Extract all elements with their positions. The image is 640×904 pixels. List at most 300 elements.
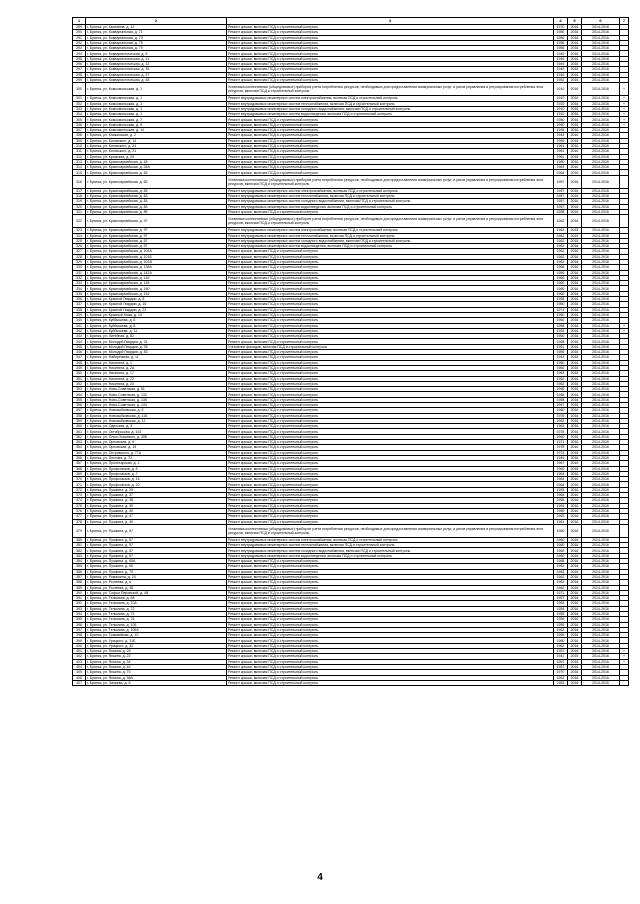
cell-year-built: 1952: [554, 675, 568, 680]
cell-year-built: 1949: [554, 455, 568, 460]
cell-year-built: 1954: [554, 503, 568, 508]
cell-work-type: Ремонт крыши, включая ПСД и строительный контроль: [227, 564, 554, 569]
cell-row-number: 339: [73, 312, 86, 317]
cell-period: 2014-2016: [582, 606, 620, 611]
cell-address: г. Брянск, ул. Пушкина, д. 57: [86, 548, 227, 553]
cell-year-built: 1962: [554, 643, 568, 648]
cell-work-type: Ремонт крыши, включая ПСД и строительный контроль: [227, 601, 554, 606]
cell-period: 2014-2016: [582, 553, 620, 558]
cell-year-built: 1962: [554, 580, 568, 585]
cell-year-planned: 2016: [568, 559, 582, 564]
cell-row-number: 383: [73, 553, 86, 558]
cell-year-built: 1964: [554, 493, 568, 498]
cell-year-built: 1962: [554, 574, 568, 579]
cell-year-built: 1962: [554, 244, 568, 249]
cell-period: 2014-2016: [582, 307, 620, 312]
cell-year-planned: 2016: [568, 670, 582, 675]
cell-address: г. Брянск, ул. Рылеева, д. 6: [86, 580, 227, 585]
cell-period: 2014-2016: [582, 215, 620, 228]
cell-work-type: Ремонт крыши, включая ПСД и строительный контроль: [227, 62, 554, 67]
cell-address: г. Брянск, ул. Красноармейская, д. 101А: [86, 249, 227, 254]
cell-row-number: 396: [73, 622, 86, 627]
cell-address: г. Брянск, ул. Профсоюзов, д. 7: [86, 471, 227, 476]
cell-year-built: 1962: [554, 585, 568, 590]
cell-work-type: Ремонт внутридомовых инженерных систем электроснабжения, включая ПСД и строительный контроль: [227, 228, 554, 233]
cell-year-built: 1970: [554, 670, 568, 675]
cell-address: г. Брянск, ул. Красноармейская, д. 83: [86, 204, 227, 209]
cell-period: 2014-2016: [582, 493, 620, 498]
cell-period: 2014-2016: [582, 601, 620, 606]
cell-year-built: 1962: [554, 238, 568, 243]
cell-row-number: 381: [73, 543, 86, 548]
cell-row-number: 369: [73, 471, 86, 476]
cell-period: 2014-2016: [582, 35, 620, 40]
cell-work-type: Ремонт внутридомовых инженерных систем водоотведения, включая ПСД и строительный контроль: [227, 553, 554, 558]
cell-year-built: 1962: [554, 228, 568, 233]
cell-year-built: 1958: [554, 323, 568, 328]
cell-row-number: 390: [73, 590, 86, 595]
cell-period: 2014-2016: [582, 249, 620, 254]
cell-year-built: 1960: [554, 291, 568, 296]
cell-year-planned: 2016: [568, 569, 582, 574]
cell-work-type: Ремонт крыши, включая ПСД и строительный контроль: [227, 249, 554, 254]
cell-work-type: Ремонт крыши, включая ПСД и строительный контроль: [227, 138, 554, 143]
table-row: [73, 215, 629, 228]
cell-address: г. Брянск, ул. Молодой Гвардии, д. 35: [86, 344, 227, 349]
cell-work-type: Ремонт внутридомовых инженерных систем водоотведения, включая ПСД и строительный контроль: [227, 244, 554, 249]
cell-address: г. Брянск, ул. Коммунистическая, д. 35: [86, 67, 227, 72]
cell-period: 2014-2016: [582, 360, 620, 365]
cell-work-type: Ремонт крыши, включая ПСД и строительный контроль: [227, 360, 554, 365]
cell-address: г. Брянск, ул. Красноармейская, д. 97: [86, 233, 227, 238]
cell-row-number: 343: [73, 334, 86, 339]
cell-work-type: Ремонт внутридомовых инженерных систем холодного водоснабжения, включая ПСД и строительный контроль: [227, 548, 554, 553]
cell-year-planned: 2016: [568, 466, 582, 471]
cell-year-planned: 2016: [568, 154, 582, 159]
cell-period: 2014-2016: [582, 154, 620, 159]
cell-work-type: Ремонт крыши, включая ПСД и строительный контроль: [227, 471, 554, 476]
cell-year-built: 1962: [554, 381, 568, 386]
cell-year-planned: 2016: [568, 143, 582, 148]
cell-address: г. Брянск, ул. Никитина, д. 17: [86, 371, 227, 376]
cell-work-type: Ремонт крыши, включая ПСД и строительный контроль: [227, 67, 554, 72]
cell-work-type: Ремонт крыши, включая ПСД и строительный контроль: [227, 270, 554, 275]
cell-year-planned: 2016: [568, 25, 582, 30]
table-row: [73, 680, 629, 685]
cell-period: 2014-2016: [582, 643, 620, 648]
cell-period: 2014-2016: [582, 649, 620, 654]
cell-work-type: Ремонт крыши, включая ПСД и строительный контроль: [227, 387, 554, 392]
cell-row-number: 298: [73, 72, 86, 77]
cell-period: 2014-2016: [582, 519, 620, 524]
cell-address: г. Брянск, ул. Коммунистическая, д. 9: [86, 51, 227, 56]
cell-year-planned: 2016: [568, 580, 582, 585]
cell-row-number: 407: [73, 680, 86, 685]
cell-year-planned: 2016: [568, 397, 582, 402]
cell-row-number: 306: [73, 122, 86, 127]
cell-address: г. Брянск, ул. Красноармейская, д. 146: [86, 275, 227, 280]
cell-year-planned: 2016: [568, 275, 582, 280]
cell-period: 2014-2016: [582, 585, 620, 590]
cell-period: 2014-2016: [582, 297, 620, 302]
cell-period: 2014-2016: [582, 371, 620, 376]
cell-year-built: 1960: [554, 638, 568, 643]
cell-work-type: Ремонт крыши, включая ПСД и строительный контроль: [227, 323, 554, 328]
cell-row-number: 352: [73, 381, 86, 386]
cell-address: г. Брянск, ул. Никитина, д. 1: [86, 360, 227, 365]
cell-year-planned: 2016: [568, 503, 582, 508]
cell-year-planned: 2016: [568, 659, 582, 664]
cell-year-planned: 2016: [568, 537, 582, 542]
cell-row-number: 289: [73, 25, 86, 30]
cell-year-planned: 2016: [568, 627, 582, 632]
cell-work-type: Ремонт крыши, включая ПСД и строительный контроль: [227, 477, 554, 482]
cell-address: г. Брянск, ул. Октябрьская, д. 103: [86, 429, 227, 434]
cell-row-number: 351: [73, 376, 86, 381]
cell-address: г. Брянск, ул. Пушкина, д. 66: [86, 564, 227, 569]
cell-year-built: 1910: [554, 112, 568, 117]
cell-year-planned: 2016: [568, 334, 582, 339]
cell-address: г. Брянск, ул. Тельмана, д. 109: [86, 622, 227, 627]
cell-period: 2014-2016: [582, 680, 620, 685]
cell-year-built: 1963: [554, 601, 568, 606]
cell-period: 2014-2016: [582, 596, 620, 601]
cell-work-type: Ремонт крыши, включая ПСД и строительный контроль: [227, 445, 554, 450]
cell-year-planned: 2016: [568, 514, 582, 519]
cell-address: г. Брянск, ул. Красноармейская, д. 142А: [86, 270, 227, 275]
cell-flag: +: [620, 96, 629, 101]
cell-row-number: 349: [73, 365, 86, 370]
cell-row-number: 371: [73, 482, 86, 487]
cell-row-number: 393: [73, 606, 86, 611]
cell-period: 2014-2016: [582, 30, 620, 35]
cell-work-type: Ремонт крыши, включая ПСД и строительный контроль: [227, 35, 554, 40]
cell-year-planned: 2016: [568, 270, 582, 275]
cell-address: г. Брянск, ул. Комсомольская, д. 7: [86, 117, 227, 122]
cell-period: 2014-2016: [582, 138, 620, 143]
cell-flag: +: [620, 117, 629, 122]
cell-row-number: 313: [73, 159, 86, 164]
cell-work-type: Ремонт внутридомовых инженерных систем электроснабжения, включая ПСД и строительный контроль: [227, 188, 554, 193]
cell-period: 2014-2016: [582, 244, 620, 249]
cell-row-number: 400: [73, 643, 86, 648]
cell-year-planned: 2016: [568, 302, 582, 307]
cell-address: г. Брянск, ул. Молодой Гвардии, д. 31: [86, 339, 227, 344]
cell-flag: +: [620, 659, 629, 664]
cell-address: г. Брянск, ул. Урицкого, д. 32: [86, 643, 227, 648]
cell-row-number: 391: [73, 596, 86, 601]
cell-address: г. Брянск, ул. Островского, д. 77А: [86, 450, 227, 455]
cell-year-planned: 2016: [568, 101, 582, 106]
cell-year-built: 1960: [554, 302, 568, 307]
cell-work-type: Установка коллективных (общедомовых) приборов учета потребления ресурсов, необходимых для предоставления коммунальных услуг, и узлов управления и регулирования потребления этих ресурсов, включая ПСД и строительный контроль: [227, 215, 554, 228]
cell-flag: [620, 680, 629, 685]
cell-year-planned: 2016: [568, 638, 582, 643]
cell-row-number: 331: [73, 270, 86, 275]
cell-year-planned: 2015: [568, 238, 582, 243]
cell-year-built: 1960: [554, 286, 568, 291]
cell-address: г. Брянск, ул. Никитина, д. 2А: [86, 365, 227, 370]
cell-address: г. Брянск, ул. Пушкина, д. 37: [86, 493, 227, 498]
cell-address: г. Брянск, ул. Красной Гвардии, д. 22: [86, 307, 227, 312]
cell-period: 2014-2016: [582, 149, 620, 154]
cell-row-number: 337: [73, 302, 86, 307]
cell-work-type: Ремонт крыши, включая ПСД и строительный контроль: [227, 371, 554, 376]
cell-work-type: Ремонт крыши, включая ПСД и строительный контроль: [227, 434, 554, 439]
cell-year-planned: 2015: [568, 228, 582, 233]
cell-work-type: Ремонт внутридомовых инженерных систем теплоснабжения, включая ПСД и строительный контроль: [227, 543, 554, 548]
cell-row-number: 299: [73, 77, 86, 82]
cell-period: 2014-2016: [582, 508, 620, 513]
cell-address: г. Брянск, ул. Фокина, д. 70: [86, 670, 227, 675]
cell-year-planned: 2016: [568, 649, 582, 654]
cell-period: 2014-2016: [582, 281, 620, 286]
cell-period: 2014-2016: [582, 633, 620, 638]
cell-row-number: 386: [73, 569, 86, 574]
cell-address: г. Брянск, ул. Комсомольская, д. 1: [86, 101, 227, 106]
cell-work-type: Ремонт крыши, включая ПСД и строительный контроль: [227, 659, 554, 664]
cell-work-type: Ремонт крыши, включая ПСД и строительный контроль: [227, 286, 554, 291]
cell-flag: +: [620, 323, 629, 328]
cell-period: 2014-2016: [582, 365, 620, 370]
cell-address: г. Брянск, ул. Котовского, д. 14: [86, 138, 227, 143]
cell-year-built: 1944: [554, 355, 568, 360]
cell-flag: [620, 215, 629, 228]
cell-work-type: Ремонт крыши, включая ПСД и строительный контроль: [227, 209, 554, 214]
cell-year-built: 1950: [554, 117, 568, 122]
cell-row-number: 385: [73, 564, 86, 569]
cell-year-built: 1944: [554, 133, 568, 138]
cell-year-built: 1971: [554, 440, 568, 445]
cell-work-type: Ремонт крыши, включая ПСД и строительный контроль: [227, 51, 554, 56]
cell-work-type: Установка коллективных (общедомовых) приборов учета потребления ресурсов, необходимых для предоставления коммунальных услуг, и узлов управления и регулирования потребления этих ресурсов, включая ПСД и строительный контроль: [227, 83, 554, 96]
cell-year-planned: 2016: [568, 35, 582, 40]
cell-row-number: 320: [73, 204, 86, 209]
cell-year-planned: 2016: [568, 170, 582, 175]
cell-period: 2014-2016: [582, 204, 620, 209]
cell-row-number: 307: [73, 128, 86, 133]
cell-year-built: 1957: [554, 659, 568, 664]
cell-flag: +: [620, 112, 629, 117]
cell-period: 2014-2016: [582, 170, 620, 175]
cell-period: 2014-2016: [582, 199, 620, 204]
cell-work-type: Ремонт крыши, включая ПСД и строительный контроль: [227, 611, 554, 616]
cell-work-type: Ремонт внутридомовых инженерных систем теплоснабжения, включая ПСД и строительный контроль: [227, 233, 554, 238]
cell-year-built: 1978: [554, 445, 568, 450]
cell-address: г. Брянск, ул. Новозыбковская, д. 5: [86, 408, 227, 413]
cell-address: г. Брянск, ул. Красноармейская, д. 63: [86, 170, 227, 175]
cell-work-type: Ремонт крыши, включая ПСД и строительный контроль: [227, 302, 554, 307]
cell-year-built: 1910: [554, 83, 568, 96]
table-row: [73, 175, 629, 188]
cell-address: г. Брянск, ул. Княжинская, д. 2: [86, 133, 227, 138]
cell-year-built: 1960: [554, 275, 568, 280]
cell-period: 2014-2016: [582, 133, 620, 138]
cell-year-planned: 2016: [568, 403, 582, 408]
cell-period: 2014-2016: [582, 548, 620, 553]
cell-address: г. Брянск, ул. Красный Маяк, д. 24: [86, 312, 227, 317]
cell-work-type: Ремонт крыши, включая ПСД и строительный контроль: [227, 466, 554, 471]
cell-period: 2014-2016: [582, 627, 620, 632]
cell-row-number: 395: [73, 617, 86, 622]
cell-address: г. Брянск, ул. Коммунальная, д. 71: [86, 30, 227, 35]
cell-row-number: 348: [73, 360, 86, 365]
cell-work-type: Ремонт внутридомовых инженерных систем теплоснабжения, включая ПСД и строительный контроль: [227, 101, 554, 106]
cell-period: 2014-2016: [582, 77, 620, 82]
cell-period: 2014-2016: [582, 67, 620, 72]
cell-period: 2014-2016: [582, 611, 620, 616]
cell-period: 2014-2016: [582, 559, 620, 564]
cell-period: 2014-2016: [582, 194, 620, 199]
cell-row-number: 293: [73, 46, 86, 51]
cell-year-built: 1960: [554, 466, 568, 471]
cell-period: 2014-2016: [582, 72, 620, 77]
cell-flag: +: [620, 649, 629, 654]
cell-work-type: Ремонт крыши, включая ПСД и строительный контроль: [227, 440, 554, 445]
cell-year-planned: 2016: [568, 249, 582, 254]
cell-work-type: Ремонт внутридомовых инженерных систем электроснабжения, включая ПСД и строительный контроль: [227, 96, 554, 101]
cell-row-number: 326: [73, 244, 86, 249]
cell-year-planned: 2016: [568, 83, 582, 96]
cell-year-built: 1956: [554, 46, 568, 51]
cell-address: г. Брянск, ул. Пушкина, д. 57: [86, 537, 227, 542]
cell-work-type: Ремонт крыши, включая ПСД и строительный контроль: [227, 450, 554, 455]
cell-flag: +: [620, 328, 629, 333]
cell-year-planned: 2016: [568, 376, 582, 381]
cell-address: г. Брянск, ул. Красноармейская, д. 97: [86, 238, 227, 243]
cell-address: г. Брянск, ул. Красноармейская, д. 97: [86, 215, 227, 228]
cell-address: г. Брянск, ул. Коммунистическая, д. 48: [86, 77, 227, 82]
cell-row-number: 328: [73, 254, 86, 259]
cell-period: 2014-2016: [582, 381, 620, 386]
cell-address: г. Брянск, ул. Молодой Гвардии, д. 83: [86, 350, 227, 355]
cell-address: г. Брянск, ул. Красной Гвардии, д. 16: [86, 302, 227, 307]
cell-year-planned: 2016: [568, 553, 582, 558]
cell-period: 2014-2016: [582, 675, 620, 680]
cell-work-type: Ремонт крыши, включая ПСД и строительный контроль: [227, 77, 554, 82]
cell-address: г. Брянск, ул. Куйбышева, д. 8: [86, 323, 227, 328]
cell-year-planned: 2016: [568, 62, 582, 67]
cell-work-type: Ремонт крыши, включая ПСД и строительный контроль: [227, 638, 554, 643]
cell-year-planned: 2016: [568, 265, 582, 270]
cell-year-built: 1960: [554, 553, 568, 558]
cell-row-number: 322: [73, 215, 86, 228]
cell-address: г. Брянск, ул. Красноармейская, д. 97: [86, 228, 227, 233]
cell-work-type: Ремонт внутридомовых инженерных систем водоотведения, включая ПСД и строительный контроль: [227, 204, 554, 209]
cell-work-type: Ремонт крыши, включая ПСД и строительный контроль: [227, 72, 554, 77]
header-cell: 7: [620, 18, 629, 25]
cell-row-number: 403: [73, 659, 86, 664]
cell-year-planned: 2016: [568, 67, 582, 72]
cell-period: 2014-2016: [582, 514, 620, 519]
cell-year-built: 1910: [554, 106, 568, 111]
cell-year-built: 1960: [554, 543, 568, 548]
cell-year-built: 1962: [554, 215, 568, 228]
cell-period: 2014-2016: [582, 238, 620, 243]
cell-work-type: Ремонт крыши, включая ПСД и строительный контроль: [227, 381, 554, 386]
cell-row-number: 365: [73, 450, 86, 455]
cell-year-built: 1949: [554, 72, 568, 77]
cell-address: г. Брянск, ул. Пушкина, д. 65А: [86, 559, 227, 564]
cell-address: г. Брянск, ул. Ново-Советская, д. 138: [86, 397, 227, 402]
cell-work-type: Ремонт крыши, включая ПСД и строительный контроль: [227, 265, 554, 270]
cell-year-built: 1967: [554, 461, 568, 466]
cell-row-number: 325: [73, 238, 86, 243]
cell-row-number: 296: [73, 62, 86, 67]
cell-address: г. Брянск, ул. Ольги Кошевого, д. 39Б: [86, 434, 227, 439]
cell-work-type: Ремонт крыши, включая ПСД и строительный контроль: [227, 606, 554, 611]
cell-address: г. Брянск, ул. Ромашина, д. 24: [86, 574, 227, 579]
cell-row-number: 290: [73, 30, 86, 35]
cell-year-built: 1961: [554, 143, 568, 148]
cell-period: 2014-2016: [582, 334, 620, 339]
cell-period: 2014-2016: [582, 56, 620, 61]
cell-address: г. Брянск, ул. Калинина, д. 12: [86, 25, 227, 30]
cell-year-built: 1962: [554, 627, 568, 632]
cell-year-built: 1957: [554, 403, 568, 408]
header-row: [73, 18, 629, 25]
cell-year-planned: 2016: [568, 254, 582, 259]
cell-address: г. Брянск, ул. Трамвайная, д. 10: [86, 633, 227, 638]
cell-year-built: 1956: [554, 387, 568, 392]
cell-period: 2014-2016: [582, 291, 620, 296]
cell-address: г. Брянск, ул. Красноармейская, д. 89: [86, 209, 227, 214]
cell-year-planned: 2016: [568, 149, 582, 154]
cell-row-number: 329: [73, 259, 86, 264]
cell-period: 2014-2016: [582, 112, 620, 117]
cell-address: г. Брянск, ул. Новозыбковская, д. 11Б: [86, 413, 227, 418]
cell-period: 2014-2016: [582, 569, 620, 574]
cell-flag: +: [620, 101, 629, 106]
cell-year-built: 1962: [554, 233, 568, 238]
cell-year-planned: 2016: [568, 194, 582, 199]
cell-work-type: Ремонт внутридомовых инженерных систем водоотведения, включая ПСД и строительный контроль: [227, 112, 554, 117]
cell-year-built: 1959: [554, 350, 568, 355]
cell-work-type: Ремонт крыши, включая ПСД и строительный контроль: [227, 498, 554, 503]
cell-row-number: 300: [73, 83, 86, 96]
cell-year-planned: 2016: [568, 30, 582, 35]
cell-year-built: 1954: [554, 606, 568, 611]
cell-address: г. Брянск, ул. Красноармейская, д. 97: [86, 244, 227, 249]
cell-row-number: 362: [73, 434, 86, 439]
cell-address: г. Брянск, ул. Фокина, д. 26: [86, 649, 227, 654]
cell-address: г. Брянск, ул. Красноармейская, д. 83: [86, 188, 227, 193]
cell-period: 2014-2016: [582, 270, 620, 275]
cell-year-built: 1949: [554, 67, 568, 72]
cell-address: г. Брянск, ул. Набережная, д. 11: [86, 355, 227, 360]
cell-year-planned: 2016: [568, 281, 582, 286]
cell-address: г. Брянск, ул. Пушкина, д. 40: [86, 508, 227, 513]
cell-year-planned: 2016: [568, 418, 582, 423]
cell-address: г. Брянск, ул. Ново-Советская, д. 144: [86, 403, 227, 408]
cell-year-built: 1949: [554, 62, 568, 67]
cell-work-type: Ремонт крыши, включая ПСД и строительный контроль: [227, 376, 554, 381]
cell-year-built: 1941: [554, 654, 568, 659]
cell-year-planned: 2016: [568, 445, 582, 450]
cell-year-planned: 2016: [568, 323, 582, 328]
cell-period: 2014-2016: [582, 159, 620, 164]
header-cell: 2: [86, 18, 227, 25]
cell-year-built: 1971: [554, 590, 568, 595]
cell-year-built: 1958: [554, 209, 568, 214]
cell-row-number: 321: [73, 209, 86, 214]
cell-period: 2014-2016: [582, 397, 620, 402]
cell-period: 2014-2016: [582, 638, 620, 643]
cell-year-planned: 2016: [568, 350, 582, 355]
cell-row-number: 311: [73, 149, 86, 154]
cell-year-built: 1957: [554, 175, 568, 188]
cell-work-type: Ремонт крыши, включая ПСД и строительный контроль: [227, 334, 554, 339]
